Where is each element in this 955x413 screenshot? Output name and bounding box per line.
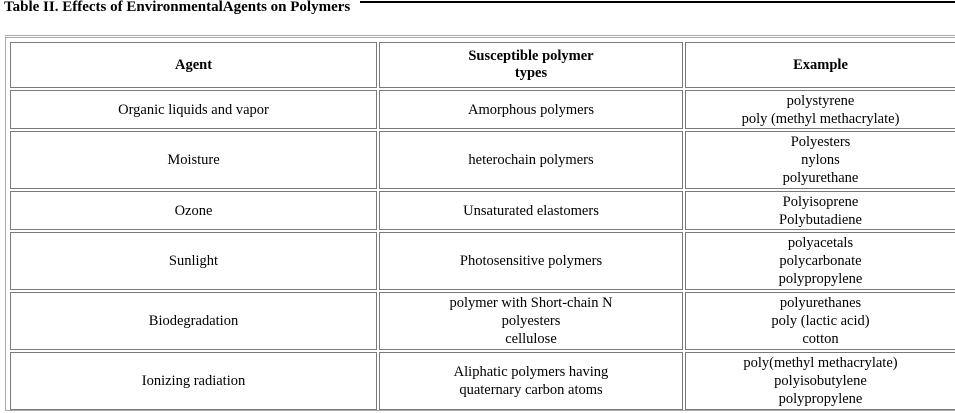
header-row — [10, 42, 955, 88]
example-line: poly(methyl methacrylate) — [743, 355, 898, 371]
example-line: nylons — [801, 152, 840, 168]
header-types-text: Susceptible polymer types — [468, 48, 594, 81]
example-line: polyurethane — [782, 170, 859, 186]
table-frame — [5, 35, 955, 411]
title-rule — [360, 1, 955, 3]
table-row — [10, 292, 955, 350]
type-line: Unsaturated elastomers — [463, 202, 599, 219]
table-row — [10, 232, 955, 290]
cell-agent: Organic liquids and vapor — [10, 90, 377, 129]
example-line: polystyrene — [786, 92, 855, 109]
example-line: polyacetals — [787, 235, 854, 251]
type-line: cellulose — [505, 331, 557, 347]
cell-susceptible-types — [379, 191, 683, 230]
cell-susceptible-types — [379, 90, 683, 129]
table-title: Table II. Effects of EnvironmentalAgents on Polymers — [4, 0, 351, 15]
example-line: Polyisoprene — [782, 193, 859, 210]
cell-example — [685, 191, 955, 230]
table-row — [10, 90, 955, 129]
type-line: polyesters — [501, 313, 561, 329]
cell-susceptible-types — [379, 352, 683, 410]
cell-example — [685, 292, 955, 350]
example-line: polypropylene — [778, 271, 863, 287]
cell-example — [685, 131, 955, 189]
type-line: heterochain polymers — [468, 152, 594, 168]
cell-agent: Ozone — [10, 191, 377, 230]
header-example: Example — [685, 42, 955, 88]
cell-agent: Biodegradation — [10, 292, 377, 350]
cell-agent: Ionizing radiation — [10, 352, 377, 410]
cell-example — [685, 232, 955, 290]
example-line: polyisobutylene — [774, 373, 867, 389]
header-agent: Agent — [10, 42, 377, 88]
type-line: Aliphatic polymers having — [453, 364, 609, 380]
cell-example — [685, 90, 955, 129]
table-row — [10, 131, 955, 189]
example-line: Polyesters — [790, 134, 851, 150]
cell-susceptible-types — [379, 232, 683, 290]
type-line: Amorphous polymers — [467, 101, 595, 118]
example-line: Polybutadiene — [779, 211, 862, 228]
example-line: polyurethanes — [779, 295, 862, 311]
cell-agent: Moisture — [10, 131, 377, 189]
header-susceptible-types — [379, 42, 683, 88]
type-line: polymer with Short-chain N — [449, 295, 613, 311]
table-caption-bar — [0, 0, 955, 17]
example-line: cotton — [802, 331, 839, 347]
polymer-effects-table — [8, 40, 955, 412]
example-line: poly (lactic acid) — [771, 313, 870, 329]
example-line: poly (methyl methacrylate) — [741, 110, 900, 127]
example-line: polypropylene — [778, 391, 863, 407]
cell-susceptible-types — [379, 292, 683, 350]
table-row — [10, 352, 955, 410]
type-line: quaternary carbon atoms — [459, 382, 603, 398]
cell-agent: Sunlight — [10, 232, 377, 290]
cell-susceptible-types — [379, 131, 683, 189]
type-line: Photosensitive polymers — [459, 253, 603, 269]
cell-example — [685, 352, 955, 410]
example-line: polycarbonate — [779, 253, 862, 269]
table-row — [10, 191, 955, 230]
